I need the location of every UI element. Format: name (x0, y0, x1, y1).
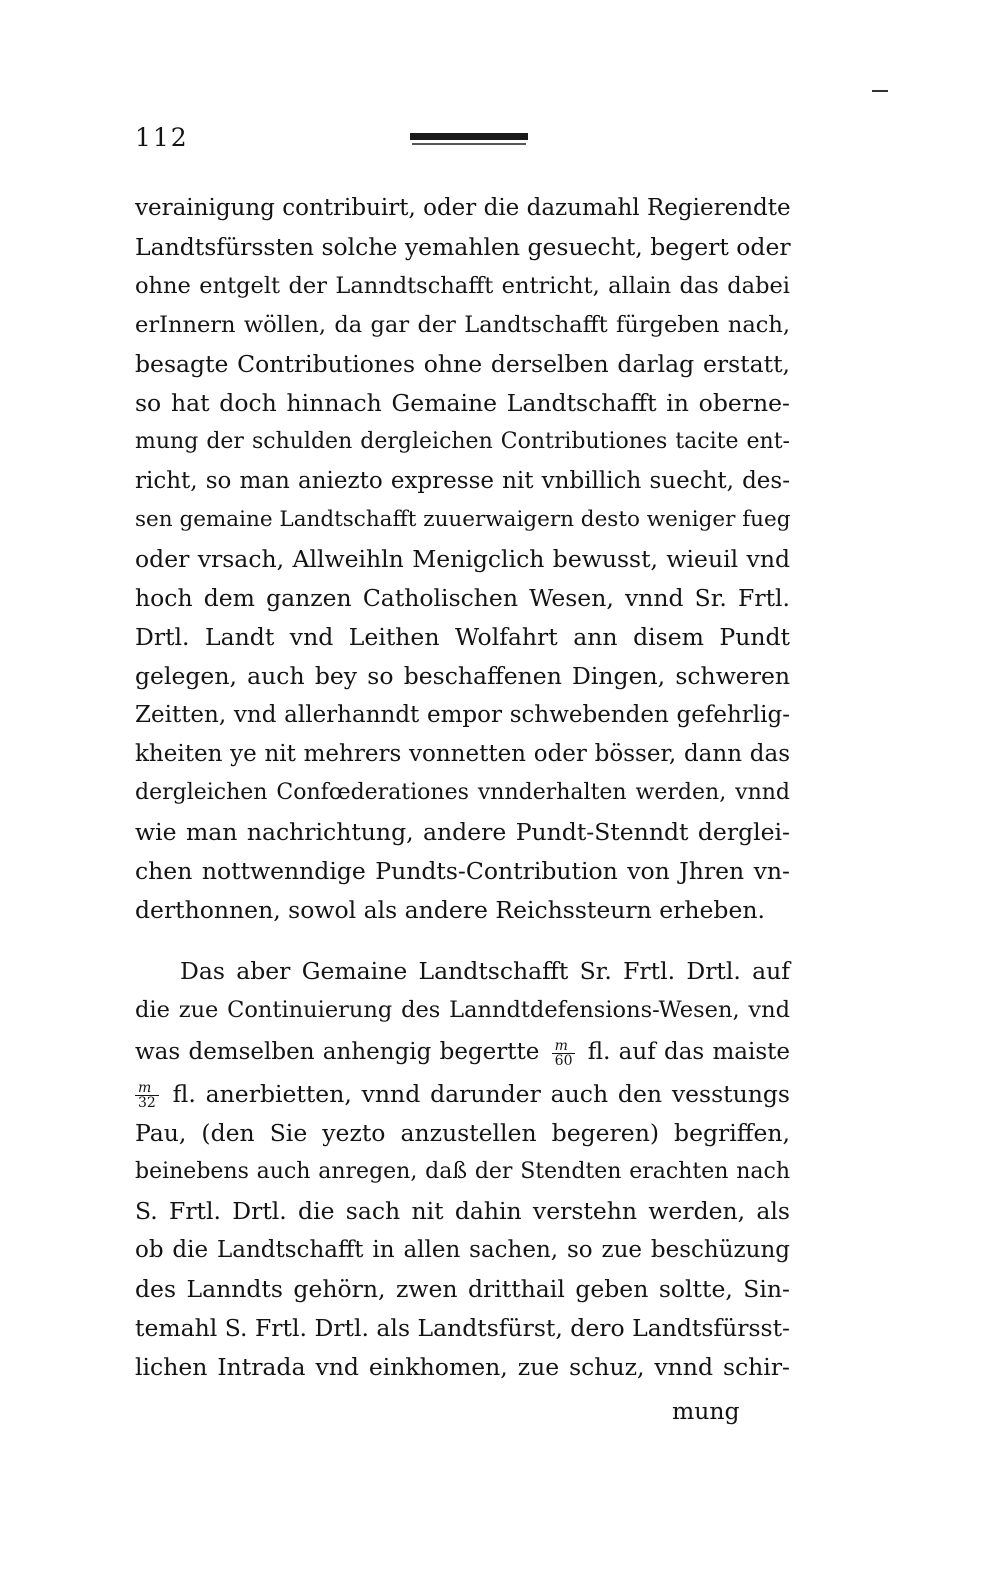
text-line: sen gemaine Landtschafft zuuerwaigern desto weniger fueg (135, 507, 791, 532)
text-line: ohne entgelt der Lanndtschafft entricht, allain das dabei (135, 273, 790, 299)
corner-mark (872, 90, 888, 92)
fraction-denominator: 60 (552, 1053, 576, 1068)
text-line (135, 1032, 790, 1072)
text-line: erInnern wöllen, da gar der Landtschafft fürgeben nach, (135, 312, 790, 338)
fraction-numerator: m (138, 1080, 152, 1096)
page-number: 112 (135, 123, 189, 152)
text-line: Das aber Gemaine Landtschafft Sr. Frtl. Drtl. auf (180, 957, 790, 985)
text-segment: fl. anerbietten, vnnd darunder auch den vesstungs (172, 1080, 790, 1108)
text-line: beinebens auch anregen, daß der Stendten erachten nach (135, 1159, 790, 1184)
text-line: Drtl. Landt vnd Leithen Wolfahrt ann disem Pundt (135, 623, 790, 651)
text-line: Pau, (den Sie yezto anzustellen begeren) begriffen, (135, 1119, 790, 1147)
text-segment: fl. auf das maiste (587, 1039, 791, 1065)
fraction (135, 1081, 159, 1110)
text-line: kheiten ye nit mehrers vonnetten oder bösser, dann das (135, 741, 790, 767)
ornament-bar (410, 133, 528, 140)
text-line: des Lanndts gehörn, zwen dritthail geben soltte, Sin- (135, 1275, 790, 1303)
text-line: mung der schulden dergleichen Contributiones tacite ent- (135, 429, 790, 454)
text-line: verainigung contribuirt, oder die dazumahl Regierendte (135, 195, 791, 221)
text-line: wie man nachrichtung, andere Pundt-Stenndt derglei- (135, 818, 790, 846)
text-line (135, 1074, 790, 1114)
text-line: S. Frtl. Drtl. die sach nit dahin verstehn werden, als (135, 1197, 790, 1225)
header-ornament (410, 133, 528, 147)
text-line: dergleichen Confœderationes vnnderhalten werden, vnnd (135, 780, 790, 805)
text-line: besagte Contributiones ohne derselben darlag erstatt, (135, 350, 790, 378)
text-line: oder vrsach, Allweihln Menigclich bewusst, wieuil vnd (135, 545, 790, 573)
text-line: Zeitten, vnd allerhanndt empor schwebenden gefehrlig- (135, 702, 790, 728)
fraction-denominator: 32 (135, 1095, 159, 1110)
text-line: temahl S. Frtl. Drtl. als Landtsfürst, dero Landtsfürsst- (135, 1314, 790, 1342)
text-segment: was demselben anhengig begertte (135, 1039, 540, 1065)
text-line: Landtsfürssten solche yemahlen gesuecht, begert oder (135, 233, 791, 261)
text-line: so hat doch hinnach Gemaine Landtschafft in oberne- (135, 389, 790, 417)
text-line: richt, so man aniezto expresse nit vnbillich suecht, des- (135, 468, 790, 494)
text-line: hoch dem ganzen Catholischen Wesen, vnnd Sr. Frtl. (135, 584, 790, 612)
text-line: lichen Intrada vnd einkhomen, zue schuz, vnnd schir- (135, 1353, 790, 1381)
text-line: derthonnen, sowol als andere Reichssteurn erheben. (135, 896, 765, 924)
fraction (552, 1039, 576, 1068)
fraction-numerator: m (554, 1037, 568, 1054)
text-line: chen nottwenndige Pundts-Contribution von Jhren vn- (135, 857, 790, 885)
catchword: mung (672, 1397, 740, 1425)
text-line: ob die Landtschafft in allen sachen, so zue beschüzung (135, 1237, 790, 1263)
ornament-rule (412, 143, 526, 145)
text-line: die zue Continuierung des Lanndtdefensions-Wesen, vnd (135, 997, 790, 1023)
text-line: gelegen, auch bey so beschaffenen Dingen, schweren (135, 662, 790, 690)
